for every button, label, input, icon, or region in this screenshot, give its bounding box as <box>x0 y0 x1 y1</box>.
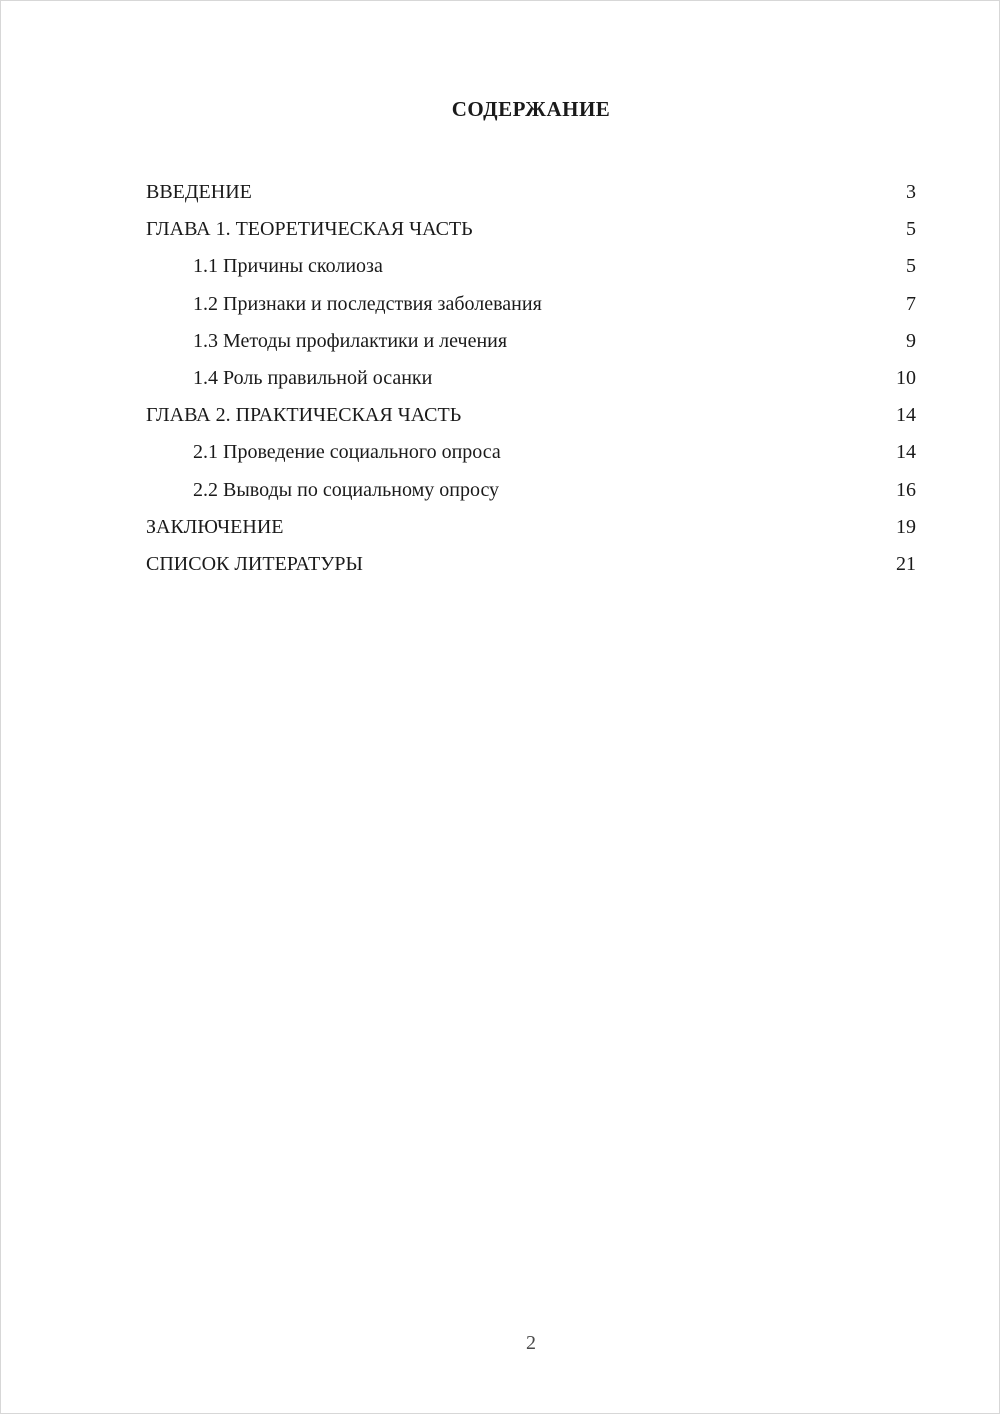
toc-entry-1-2 <box>146 286 916 323</box>
toc-entry-page: 19 <box>896 515 916 538</box>
page-title: СОДЕРЖАНИЕ <box>451 97 611 121</box>
toc-entry-page: 14 <box>896 404 916 427</box>
toc-entry-label: ГЛАВА 1. ТЕОРЕТИЧЕСКАЯ ЧАСТЬ <box>146 218 473 241</box>
toc-entry-label: ЗАКЛЮЧЕНИЕ <box>146 515 284 538</box>
toc-entry-label: 1.2 Признаки и последствия заболевания <box>193 292 542 315</box>
toc-entry-page: 5 <box>906 255 916 278</box>
toc-entry-glava-2 <box>146 397 916 434</box>
toc-entry-label: 2.1 Проведение социального опроса <box>193 441 501 464</box>
toc-entry-label: 1.3 Методы профилактики и лечения <box>193 329 508 352</box>
toc-entry-page: 3 <box>906 181 916 203</box>
toc-entry-zaklyuchenie <box>146 509 916 546</box>
toc-entry-1-4 <box>146 360 916 397</box>
toc-entry-label: 1.4 Роль правильной осанки <box>193 367 433 390</box>
toc-entry-label: СПИСОК ЛИТЕРАТУРЫ <box>146 553 363 576</box>
toc-entry-vvedenie <box>146 174 916 211</box>
toc-entry-1-1 <box>146 248 916 285</box>
toc-entry-label: 2.2 Выводы по социальному опросу <box>193 478 500 501</box>
toc-entry-page: 14 <box>896 441 916 464</box>
toc-entry-label: 1.1 Причины сколиоза <box>193 255 383 278</box>
toc-entry-page: 5 <box>906 218 916 241</box>
toc-entry-page: 9 <box>906 329 916 352</box>
toc-entry-2-2 <box>146 472 916 509</box>
toc-entry-glava-1 <box>146 211 916 248</box>
toc-entry-label: ГЛАВА 2. ПРАКТИЧЕСКАЯ ЧАСТЬ <box>146 404 462 427</box>
footer-page-number: 2 <box>526 1332 536 1354</box>
page-content <box>146 97 916 583</box>
toc-entry-page: 21 <box>896 553 916 576</box>
toc-entry-spisok-literatury <box>146 546 916 583</box>
table-of-contents <box>146 174 916 583</box>
toc-entry-label: ВВЕДЕНИЕ <box>146 181 252 203</box>
toc-entry-2-1 <box>146 434 916 471</box>
toc-entry-page: 7 <box>906 292 916 315</box>
toc-entry-1-3 <box>146 323 916 360</box>
toc-entry-page: 16 <box>896 478 916 501</box>
toc-entry-page: 10 <box>896 367 916 390</box>
